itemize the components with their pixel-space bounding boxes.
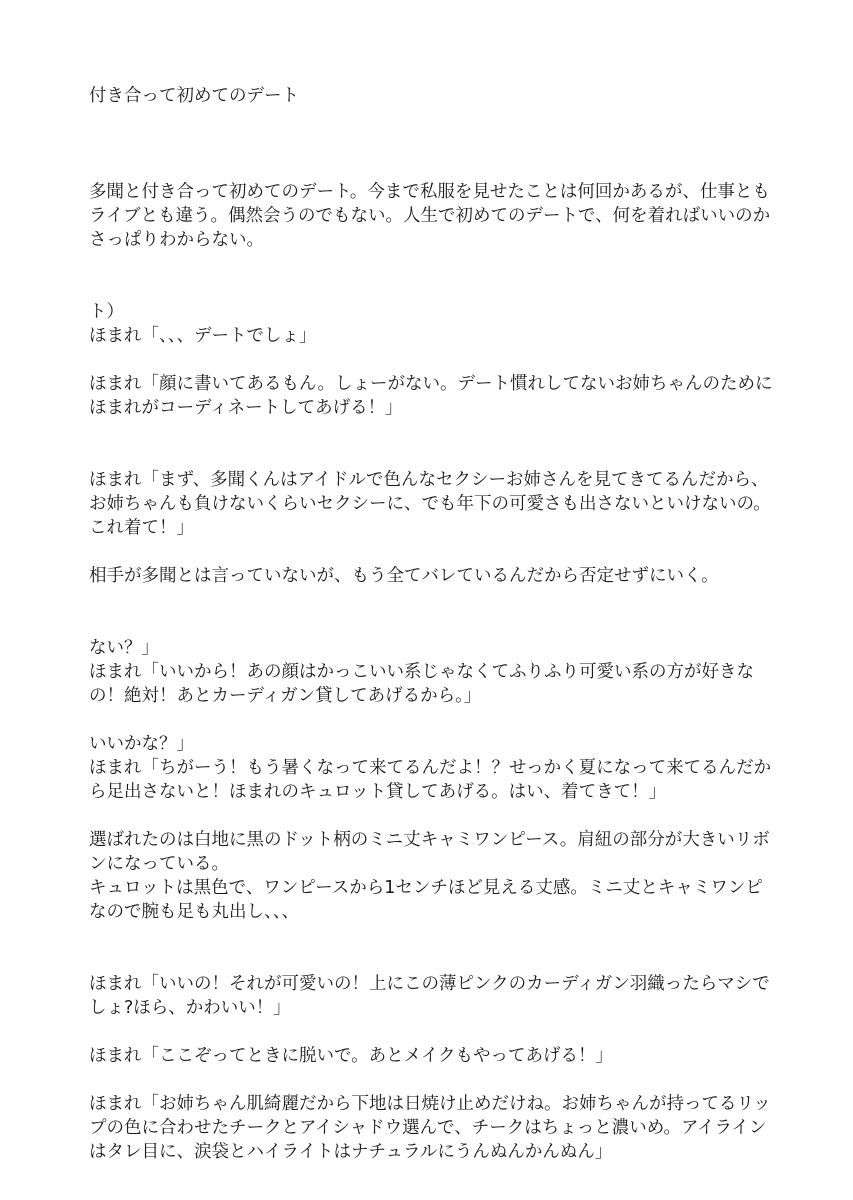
line-text: はタレ目に、涙袋とハイライトはナチュラルにうんぬんかんぬん」 [89,1142,613,1162]
text-line [89,300,793,324]
text-line [89,492,793,516]
line-text: 付き合って初めてのデート [89,86,299,106]
speaker-line [89,708,793,732]
text-line [89,660,793,684]
paragraph-gap [89,156,793,180]
line-text: ライブとも違う。偶然会うのでもない。人生で初めてのデートで、何を着ればいいのか [89,206,771,226]
text-line [89,780,793,804]
line-text: ほまれ「、、、デートでしょ」 [89,326,317,346]
text-line [89,852,793,876]
document-body [89,84,793,1164]
line-text: の！絶対！あとカーディガン貸してあげるから。」 [89,686,482,706]
text-line [89,324,793,348]
text-line [89,372,793,396]
text-line [89,900,793,924]
line-text: ほまれ「ちがーう！もう暑くなって来てるんだよ！？せっかく夏になって来てるんだか [89,758,772,778]
text-line [89,1044,793,1068]
paragraph-gap [89,588,793,612]
line-text: ほまれ「お姉ちゃん肌綺麗だから下地は日焼け止めだけね。お姉ちゃんが持ってるリッ [89,1094,771,1114]
line-text: ンになっている。 [89,854,229,874]
text-line [89,684,793,708]
text-line [89,396,793,420]
paragraph-gap [89,444,793,468]
text-line [89,1092,793,1116]
line-text: ない？」 [89,638,159,658]
paragraph-gap [89,540,793,564]
line-text: お姉ちゃんも負けないくらいセクシーに、でも年下の可愛さも出さないといけないの。 [89,494,771,514]
line-text: ほまれ「ここぞってときに脱いで。あとメイクもやってあげる！」 [89,1046,613,1066]
line-text: ら足出さないと！ほまれのキュロット貸してあげる。はい、着てきて！」 [89,782,667,802]
text-line [89,756,793,780]
line-text: ほまれ「まず、多聞くんはアイドルで色んなセクシーお姉さんを見てきてるんだから、 [89,470,769,490]
speaker-line [89,420,793,444]
text-line [89,876,793,900]
line-text: ほまれ「いいから！あの顔はかっこいい系じゃなくてふりふり可愛い系の方が好きな [89,662,754,682]
line-text: さっぱりわからない。 [89,230,264,250]
paragraph-gap [89,804,793,828]
line-text: ほまれがコーディネートしてあげる！」 [89,398,403,418]
speaker-line [89,276,793,300]
text-line [89,228,793,252]
speaker-line [89,1068,793,1092]
text-line [89,732,793,756]
text-line [89,564,793,588]
text-line [89,1140,793,1164]
paragraph-gap [89,924,793,948]
speaker-line [89,348,793,372]
line-text: ト） [89,302,124,322]
text-line [89,204,793,228]
paragraph-gap [89,108,793,132]
line-text: しょ?ほら、かわいい！」 [89,998,291,1018]
text-line [89,996,793,1020]
line-text: なので腕も足も丸出し、、、 [89,902,299,922]
speaker-line [89,132,793,156]
line-text: ほまれ「いいの！それが可愛いの！上にこの薄ピンクのカーディガン羽織ったらマシで [89,974,770,994]
line-text: ほまれ「顔に書いてあるもん。しょーがない。デート慣れしてないお姉ちゃんのために [89,374,773,394]
line-text: いいかな？」 [89,734,194,754]
text-line [89,180,793,204]
line-text: これ着て！」 [89,518,194,538]
speaker-line [89,612,793,636]
speaker-line [89,1020,793,1044]
text-line [89,468,793,492]
text-line [89,828,793,852]
text-line [89,636,793,660]
text-line [89,1116,793,1140]
line-text: 相手が多聞とは言っていないが、もう全てバレているんだから否定せずにいく。 [89,566,719,586]
text-line [89,84,793,108]
text-line [89,972,793,996]
paragraph-gap [89,252,793,276]
text-line [89,516,793,540]
line-text: 多聞と付き合って初めてのデート。今まで私服を見せたことは何回かあるが、仕事とも [89,182,770,202]
speaker-line [89,948,793,972]
line-text: 選ばれたのは白地に黒のドット柄のミニ丈キャミワンピース。肩紐の部分が大きいリボ [89,830,770,850]
line-text: プの色に合わせたチークとアイシャドウ選んで、チークはちょっと濃いめ。アイライン [89,1118,767,1138]
line-text: キュロットは黒色で、ワンピースから1センチほど見える丈感。ミニ丈とキャミワンピ [89,878,763,898]
